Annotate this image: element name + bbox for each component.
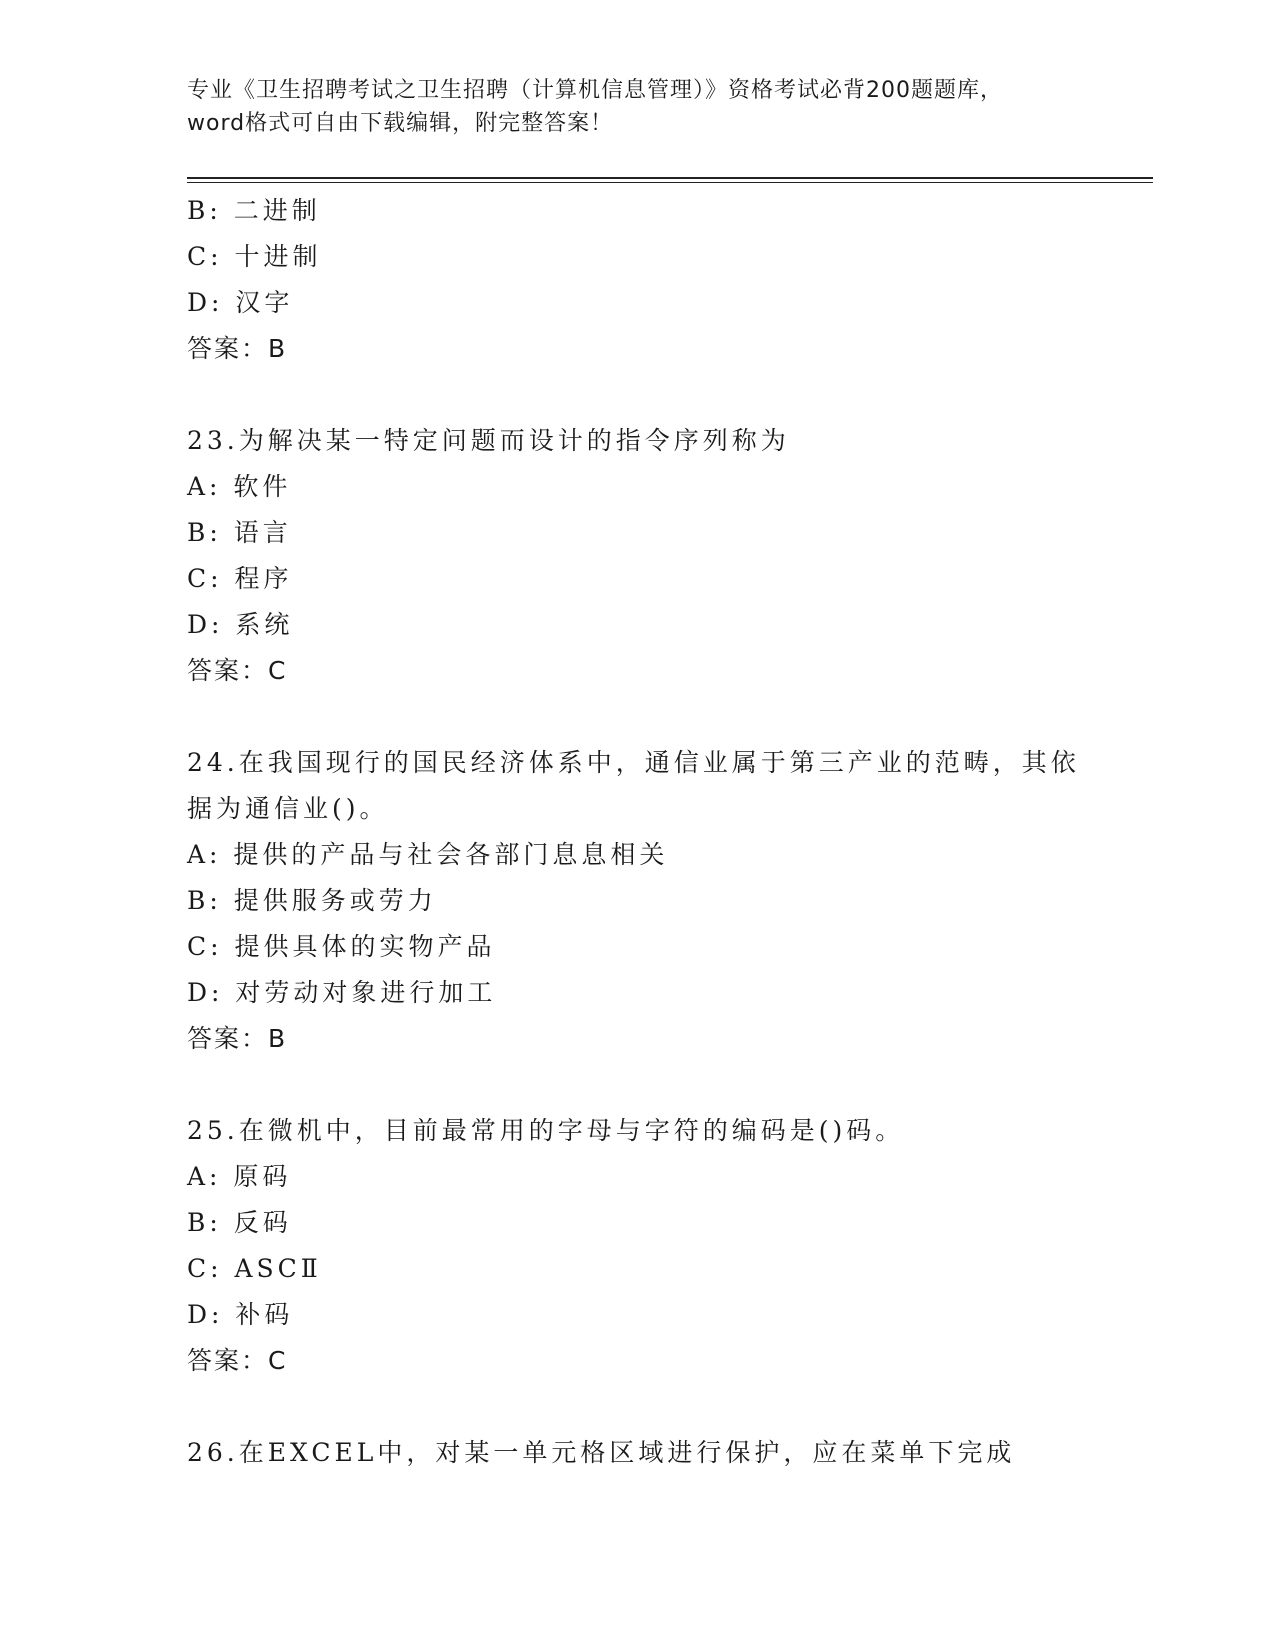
document-header — [187, 74, 1067, 140]
option-a: A: 原码 — [187, 1162, 292, 1191]
option-d: D: 对劳动对象进行加工 — [187, 978, 497, 1007]
question-stem: 25.在微机中，目前最常用的字母与字符的编码是()码。 — [187, 1116, 905, 1145]
option-b: B: 反码 — [187, 1208, 292, 1237]
spacer — [187, 372, 1087, 418]
header-divider-thin — [187, 182, 1153, 183]
spacer — [187, 1384, 1087, 1430]
option-a: A: 软件 — [187, 472, 292, 501]
answer: 答案：B — [187, 334, 288, 363]
option-c: C: 提供具体的实物产品 — [187, 932, 496, 961]
answer: 答案：B — [187, 1024, 288, 1053]
option-b: B: 提供服务或劳力 — [187, 886, 437, 915]
spacer — [187, 694, 1087, 740]
option-d: D: 系统 — [187, 610, 294, 639]
question-stem: 26.在EXCEL中，对某一单元格区域进行保护，应在菜单下完成 — [187, 1438, 1016, 1467]
header-line-1: 专业《卫生招聘考试之卫生招聘（计算机信息管理）》资格考试必背200题题库， — [187, 78, 1003, 103]
spacer — [187, 1062, 1087, 1108]
question-stem: 23.为解决某一特定问题而设计的指令序列称为 — [187, 426, 790, 455]
option-a: A: 提供的产品与社会各部门息息相关 — [187, 840, 669, 869]
option-c: C: ASCⅡ — [187, 1254, 322, 1283]
question-22 — [187, 188, 1087, 372]
option-d: D: 汉字 — [187, 288, 294, 317]
option-c: C: 程序 — [187, 564, 293, 593]
question-25 — [187, 1108, 1087, 1384]
question-list — [187, 188, 1087, 1476]
answer: 答案：C — [187, 1346, 288, 1375]
option-b: B: 二进制 — [187, 196, 321, 225]
question-26 — [187, 1430, 1087, 1476]
option-b: B: 语言 — [187, 518, 292, 547]
question-stem-continued: 据为通信业()。 — [187, 794, 389, 823]
header-line-2: word格式可自由下载编辑，附完整答案！ — [187, 111, 614, 136]
question-stem: 24.在我国现行的国民经济体系中，通信业属于第三产业的范畴，其依 — [187, 748, 1080, 777]
option-c: C: 十进制 — [187, 242, 322, 271]
question-24 — [187, 740, 1087, 1062]
header-divider-thick — [187, 177, 1153, 179]
answer: 答案：C — [187, 656, 288, 685]
question-23 — [187, 418, 1087, 694]
option-d: D: 补码 — [187, 1300, 294, 1329]
